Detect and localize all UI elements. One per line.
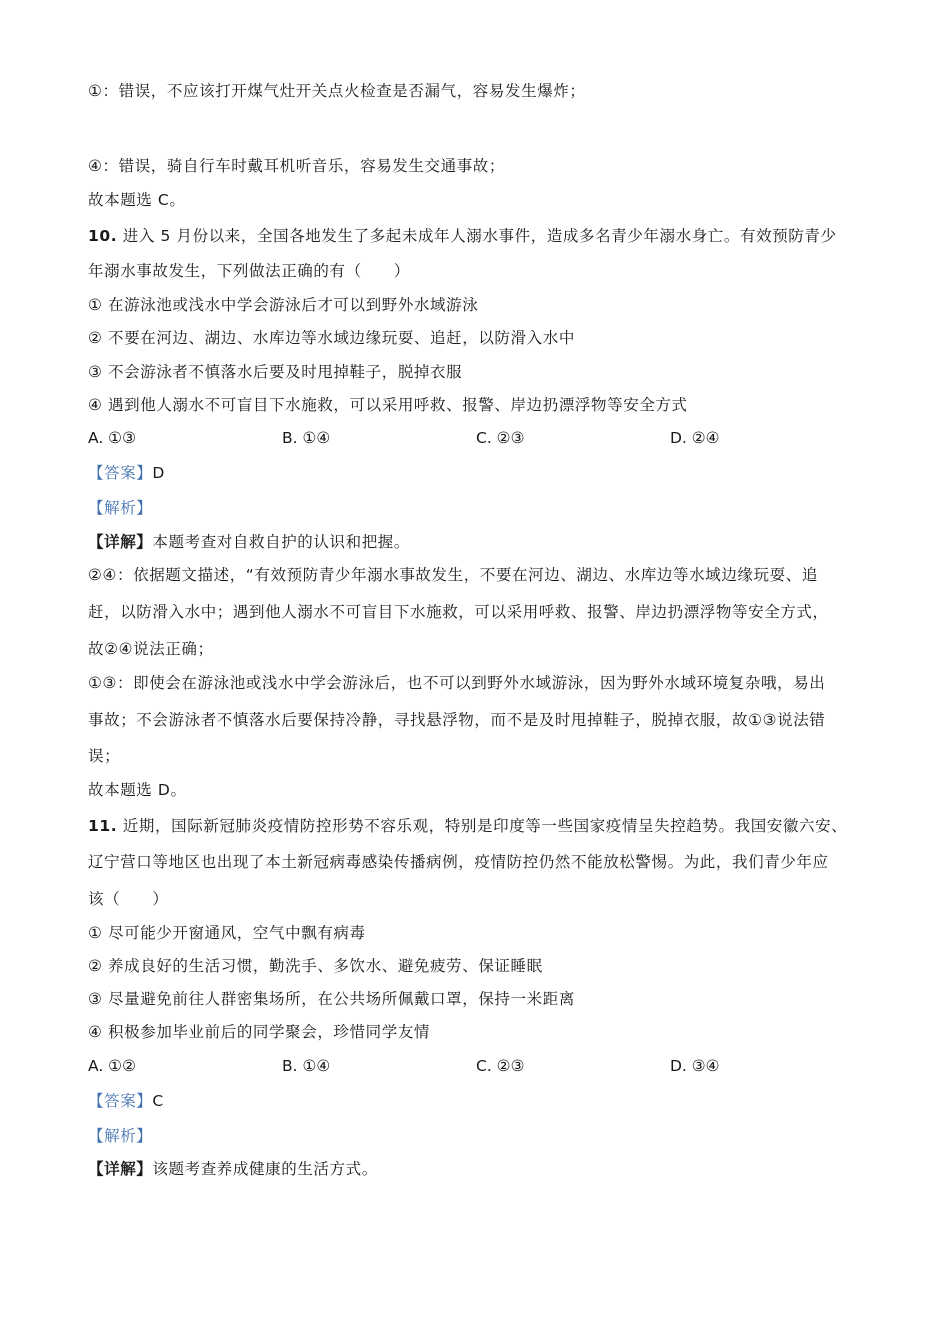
answer-label: 【答案】 <box>88 1092 153 1110</box>
q10-item-1: ① 在游泳池或浅水中学会游泳后才可以到野外水域游泳 <box>88 296 479 314</box>
q11-stem-line-2: 辽宁营口等地区也出现了本土新冠病毒感染传播病例，疫情防控仍然不能放松警惕。为此，我们青少年应 <box>88 853 829 871</box>
q10-stem-line-2: 年溺水事故发生，下列做法正确的有（ ） <box>88 262 411 280</box>
q10-number: 10. <box>88 227 118 245</box>
q10-option-a: A. ①③ <box>88 429 136 447</box>
q10-explain-line-3: 故②④说法正确； <box>88 640 214 658</box>
q10-option-b: B. ①④ <box>282 429 331 447</box>
prev-conclusion: 故本题选 C。 <box>88 191 186 209</box>
q11-option-a: A. ①② <box>88 1057 136 1075</box>
q10-explain-line-5: 事故；不会游泳者不慎落水后要保持冷静，寻找悬浮物，而不是及时甩掉鞋子，脱掉衣服，故①③说法错 <box>88 711 826 729</box>
q10-option-d: D. ②④ <box>670 429 720 447</box>
q10-item-2: ② 不要在河边、湖边、水库边等水域边缘玩耍、追赶，以防滑入水中 <box>88 329 575 347</box>
prev-explain-line-2: ④：错误，骑自行车时戴耳机听音乐，容易发生交通事故； <box>88 157 505 175</box>
detail-label: 【详解】 <box>88 1160 153 1178</box>
q11-stem-line-1: 11. 近期，国际新冠肺炎疫情防控形势不容乐观，特别是印度等一些国家疫情呈失控趋势。我国安徽六安、 <box>88 817 848 835</box>
q10-item-3: ③ 不会游泳者不慎落水后要及时甩掉鞋子，脱掉衣服 <box>88 363 463 381</box>
q11-option-b: B. ①④ <box>282 1057 331 1075</box>
q11-item-1: ① 尽可能少开窗通风，空气中飘有病毒 <box>88 924 366 942</box>
q10-answer <box>88 462 165 484</box>
q11-analysis-label: 【解析】 <box>88 1127 153 1145</box>
detail-label: 【详解】 <box>88 533 153 551</box>
prev-explain-line-1: ①：错误，不应该打开煤气灶开关点火检查是否漏气，容易发生爆炸； <box>88 82 586 100</box>
q10-analysis-label: 【解析】 <box>88 499 153 517</box>
q11-stem-line-3: 该（ ） <box>88 890 169 908</box>
q11-option-c: C. ②③ <box>476 1057 525 1075</box>
answer-value: C <box>152 1092 164 1110</box>
answer-value: D <box>152 464 165 482</box>
q10-explain-line-6: 误； <box>88 747 121 765</box>
q10-option-c: C. ②③ <box>476 429 525 447</box>
q11-answer <box>88 1090 164 1112</box>
q10-detail: 【详解】本题考查对自救自护的认识和把握。 <box>88 533 411 551</box>
q11-item-2: ② 养成良好的生活习惯，勤洗手、多饮水、避免疲劳、保证睡眠 <box>88 957 543 975</box>
answer-label: 【答案】 <box>88 464 153 482</box>
q10-explain-line-7: 故本题选 D。 <box>88 781 187 799</box>
q10-explain-line-2: 赶，以防滑入水中；遇到他人溺水不可盲目下水施救，可以采用呼救、报警、岸边扔漂浮物等安全方式， <box>88 603 829 621</box>
q11-item-3: ③ 尽量避免前往人群密集场所，在公共场所佩戴口罩，保持一米距离 <box>88 990 575 1008</box>
q10-stem-line-1: 10. 进入 5 月份以来，全国各地发生了多起未成年人溺水事件，造成多名青少年溺水身亡。有效预防青少 <box>88 227 837 245</box>
q10-item-4: ④ 遇到他人溺水不可盲目下水施救，可以采用呼救、报警、岸边扔漂浮物等安全方式 <box>88 396 688 414</box>
q11-item-4: ④ 积极参加毕业前后的同学聚会，珍惜同学友情 <box>88 1023 431 1041</box>
q11-option-d: D. ③④ <box>670 1057 720 1075</box>
q11-number: 11. <box>88 817 118 835</box>
q10-explain-line-4: ①③：即使会在游泳池或浅水中学会游泳后，也不可以到野外水域游泳，因为野外水域环境复杂哦，易出 <box>88 674 826 692</box>
q10-explain-line-1: ②④：依据题文描述，“有效预防青少年溺水事故发生，不要在河边、湖边、水库边等水域边缘玩耍、追 <box>88 566 818 584</box>
q11-detail: 【详解】该题考查养成健康的生活方式。 <box>88 1160 378 1178</box>
